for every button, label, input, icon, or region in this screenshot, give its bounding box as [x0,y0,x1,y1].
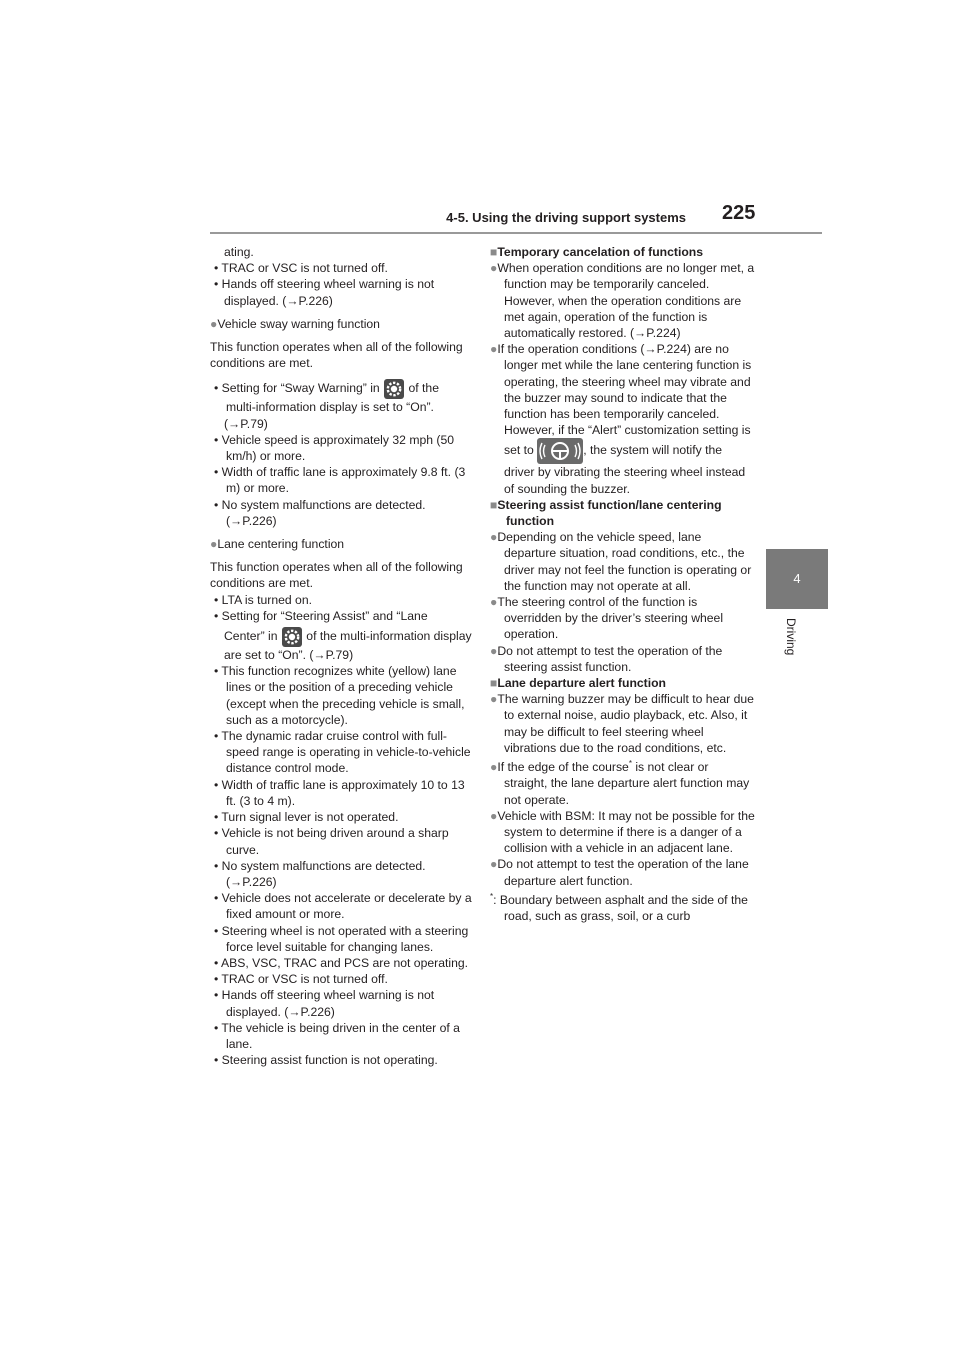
list-item-cont: Center” in of the multi-information display are set to “On”. (→P.79) [210,627,472,663]
list-item: • TRAC or VSC is not turned off. [214,261,388,276]
circle-bullet-icon: ● [490,595,498,610]
list-item: • Vehicle speed is approximately 32 mph (50 km/h) or more. [214,432,455,464]
left-column [210,244,472,1068]
list-item: • Setting for “Sway Warning” in of the multi-information display is set to “On”. [210,379,472,415]
gear-icon [282,627,302,647]
header-divider [210,232,822,234]
bullet-paragraph: ●Do not attempt to test the operation of the steering assist function. [490,643,723,674]
list-item: • Width of traffic lane is approximately 10 to 13 ft. (3 to 4 m). [214,777,465,808]
circle-bullet-icon: ● [490,342,498,357]
circle-bullet-icon: ● [490,643,498,658]
list-item: • Vehicle is not being driven around a sharp curve. [214,826,449,857]
ldw-heading: ■Lane departure alert function [490,676,666,691]
list-item: • Vehicle does not accelerate or decelerate by a fixed amount or more. [214,891,472,922]
list-item: • Steering assist function is not operating. [214,1053,438,1068]
bullet-paragraph: ●The warning buzzer may be difficult to hear due to external noise, audio playback, etc. Also, it may be difficult to feel steering wheel vibrations due to the road conditions, etc. [490,692,754,755]
square-bullet-icon: ■ [490,497,498,512]
list-item: • No system malfunctions are detected. (→P.226) [214,497,426,528]
list-item: • LTA is turned on. [214,592,312,607]
cont-line: ating. [224,245,254,259]
list-item: • Turn signal lever is not operated. [214,810,399,825]
chapter-tab[interactable]: 4 [766,549,828,609]
circle-bullet-icon: ● [490,857,498,872]
heading-text: Lane centering function [217,537,345,552]
list-item-cont: displayed. (→P.226) [224,293,333,308]
section-title: 4-5. Using the driving support systems [446,210,686,225]
bullet-paragraph: ●Depending on the vehicle speed, lane departure situation, road conditions, etc., the driver may not feel the function is operating or the function may not operate at all. [490,530,752,593]
list-item: • The vehicle is being driven in the center of a lane. [214,1020,460,1051]
list-item: • Hands off steering wheel warning is not displayed. (→P.226) [214,988,435,1019]
list-item: • TRAC or VSC is not turned off. [214,972,388,987]
steer-heading: ■Steering assist function/lane centering function [490,497,722,529]
footnote: *: Boundary between asphalt and the side of the road, such as grass, soil, or a curb [490,891,748,924]
circle-bullet-icon: ● [210,316,218,331]
circle-bullet-icon: ● [210,537,218,552]
square-bullet-icon: ■ [490,676,498,691]
sway-heading [210,316,472,332]
circle-bullet-icon: ● [490,692,498,707]
list-item: • Setting for “Steering Assist” and “Lane [214,608,428,623]
list-item: • This function recognizes white (yellow) lane lines or the position of a preceding vehicle (except when the preceding vehicle is small, such as a motorcycle). [214,664,465,727]
heading-text: Vehicle sway warning function [217,316,380,331]
chapter-tab-label: Driving [784,618,798,656]
list-item: • Width of traffic lane is approximately 9.8 ft. (3 m) or more. [214,465,466,496]
gear-icon [384,379,404,399]
page-number: 225 [722,202,756,224]
temp-heading: ■Temporary cancelation of functions [490,245,704,259]
bullet-paragraph: ●Vehicle with BSM: It may not be possible for the system to determine if there is a danger of a collision with a vehicle in an adjacent lane. [490,808,755,856]
list-item: • ABS, VSC, TRAC and PCS are not operating. [214,955,469,970]
right-column [490,244,755,924]
bullet-paragraph: ●If the operation conditions (→P.224) are no longer met while the lane centering function is operating, the steering wheel may vibrate and the buzzer may sound to indicate that the function has been temporarily canceled. However, if the “Alert” customization setting is set to , the system will notify the driver by vibrating the steering wheel instead of sounding the buzzer. [490,342,752,496]
bullet-paragraph: ●The steering control of the function is overridden by the driver’s steering wheel operation. [490,595,724,642]
lane-heading [210,536,472,552]
paragraph: This function operates when all of the following conditions are met. [210,340,463,371]
list-item: • The dynamic radar cruise control with full-speed range is operating in vehicle-to-vehicle distance control mode. [214,729,471,776]
circle-bullet-icon: ● [490,808,498,823]
bullet-paragraph: ●If the edge of the course* is not clear or straight, the lane departure alert function may not operate. [490,759,750,807]
circle-bullet-icon: ● [490,530,498,545]
bullet-paragraph: ●Do not attempt to test the operation of the lane departure alert function. [490,857,749,888]
square-bullet-icon: ■ [490,245,498,259]
list-item: • Hands off steering wheel warning is not [214,277,435,292]
list-item: • No system malfunctions are detected. (→P.226) [214,858,426,889]
steering-wheel-vibration-icon [537,438,583,464]
circle-bullet-icon: ● [490,760,498,775]
paragraph: This function operates when all of the following conditions are met. [210,560,463,591]
bullet-paragraph: ●When operation conditions are no longer met, a function may be temporarily canceled. However, when the operation conditions are met again, operation of the function is automatically restored. (→P.224) [490,261,755,341]
list-item-cont: (→P.79) [224,416,268,431]
list-item: • Steering wheel is not operated with a steering force level suitable for changing lanes. [214,923,469,954]
circle-bullet-icon: ● [490,261,498,276]
